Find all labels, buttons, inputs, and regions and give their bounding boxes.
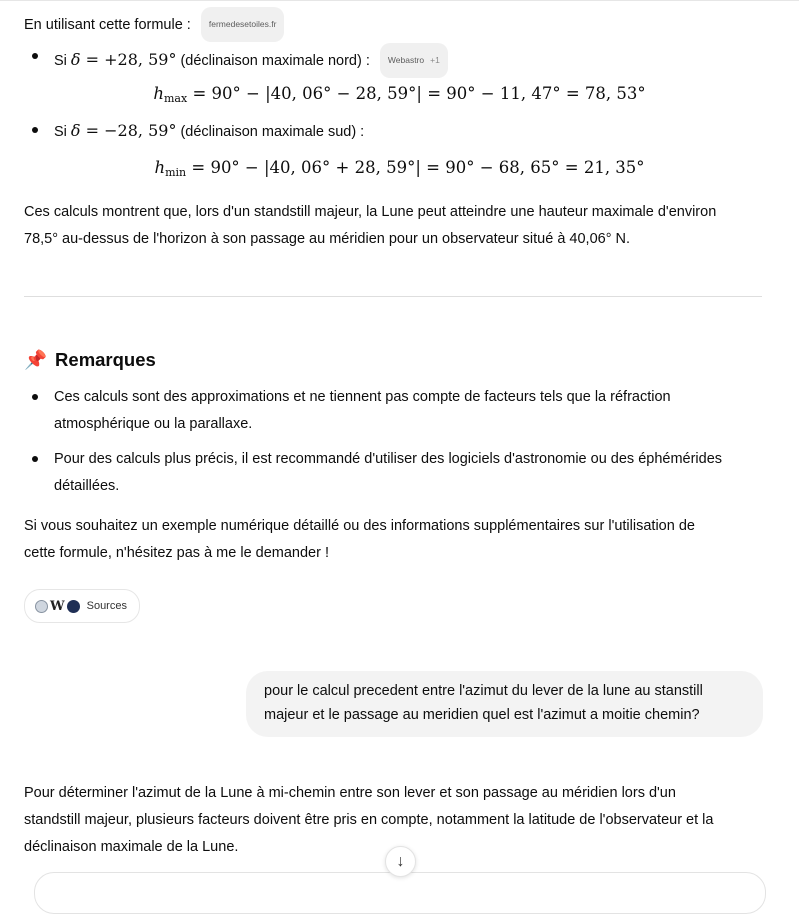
sources-button[interactable]: [24, 589, 140, 623]
offer-paragraph: [24, 513, 695, 567]
bullet-dot: [32, 53, 38, 59]
delta-symbol: δ: [70, 50, 81, 69]
chip-more-count: +1: [430, 55, 440, 65]
answer-line: Pour déterminer l'azimut de la Lune à mi-chemin entre son lever et son passage au méridien lors d'un: [24, 785, 676, 801]
list-item-prefix: Si: [54, 124, 71, 140]
intro-paragraph: [24, 7, 284, 42]
bullet-dot: [32, 394, 38, 400]
list-item-line: Pour des calculs plus précis, il est recommandé d'utiliser des logiciels d'astronomie ou des éphémérides: [54, 451, 723, 467]
user-message-bubble: [246, 671, 763, 737]
list-item-line: atmosphérique ou la parallaxe.: [54, 416, 253, 432]
answer-line: déclinaison maximale de la Lune.: [24, 839, 239, 855]
list-item-nord: [54, 43, 448, 78]
offer-line: Si vous souhaitez un exemple numérique détaillé ou des informations supplémentaires sur l'utilisation de: [24, 518, 695, 534]
equation-hmin: [0, 158, 799, 179]
user-message-line: pour le calcul precedent entre l'azimut du lever de la lune au stanstill: [264, 683, 703, 699]
delta-value: = +28, 59°: [80, 50, 177, 69]
conclusion-line: Ces calculs montrent que, lors d'un standstill majeur, la Lune peut atteindre une hauteur maximale d'environ: [24, 204, 717, 220]
list-item-line: Ces calculs sont des approximations et ne tiennent pas compte de facteurs tels que la réfraction: [54, 389, 671, 405]
site-favicon-icon: [67, 600, 80, 613]
source-favicons: [35, 599, 80, 614]
bullet-dot: [32, 127, 38, 133]
list-item-suffix: (déclinaison maximale nord) :: [176, 53, 370, 69]
list-item-prefix: Si: [54, 53, 71, 69]
message-composer[interactable]: [34, 872, 766, 914]
scroll-down-button[interactable]: [385, 846, 416, 877]
user-message-line: majeur et le passage au meridien quel est l'azimut a moitie chemin?: [264, 707, 700, 723]
equation-var: h: [154, 158, 166, 177]
globe-icon: [35, 600, 48, 613]
list-item-suffix: (déclinaison maximale sud) :: [176, 124, 365, 140]
equation-hmax: [0, 84, 799, 105]
list-item-sud: [54, 117, 364, 146]
delta-value: = −28, 59°: [80, 121, 177, 140]
citation-chip-fermedesetoiles[interactable]: fermedesetoiles.fr: [201, 7, 285, 42]
list-item: [54, 384, 671, 438]
answer-line: standstill majeur, plusieurs facteurs doivent être pris en compte, notamment la latitude de l'observateur et la: [24, 812, 714, 828]
answer-paragraph: [24, 780, 713, 861]
equation-var: h: [153, 84, 164, 103]
remarks-title: Remarques: [55, 349, 156, 370]
arrow-down-icon: ↓: [396, 852, 405, 870]
sources-label: Sources: [86, 600, 127, 612]
math-delta-nord: [71, 50, 177, 69]
conclusion-paragraph: [24, 199, 716, 253]
section-divider: [24, 296, 762, 297]
equation-rhs: = 90° − |40, 06° − 28, 59°| = 90° − 11, 47° = 78, 53°: [187, 84, 646, 103]
delta-symbol: δ: [70, 121, 81, 140]
intro-text: En utilisant cette formule :: [24, 17, 191, 33]
offer-line: cette formule, n'hésitez pas à me le demander !: [24, 545, 330, 561]
pushpin-icon: 📌: [24, 349, 48, 370]
equation-subscript: min: [165, 166, 187, 179]
math-delta-sud: [71, 121, 177, 140]
citation-chip-webastro[interactable]: [380, 43, 448, 78]
top-divider: [0, 0, 799, 1]
conclusion-line: 78,5° au-dessus de l'horizon à son passage au méridien pour un observateur situé à 40,06° N.: [24, 231, 631, 247]
remarks-heading: [24, 346, 156, 374]
list-item: [54, 446, 722, 500]
list-item-line: détaillées.: [54, 478, 120, 494]
bullet-dot: [32, 456, 38, 462]
wikipedia-icon: W: [50, 598, 65, 614]
equation-subscript: max: [164, 92, 188, 105]
chip-label: Webastro: [387, 55, 425, 65]
equation-rhs: = 90° − |40, 06° + 28, 59°| = 90° − 68, 65° = 21, 35°: [186, 158, 645, 177]
